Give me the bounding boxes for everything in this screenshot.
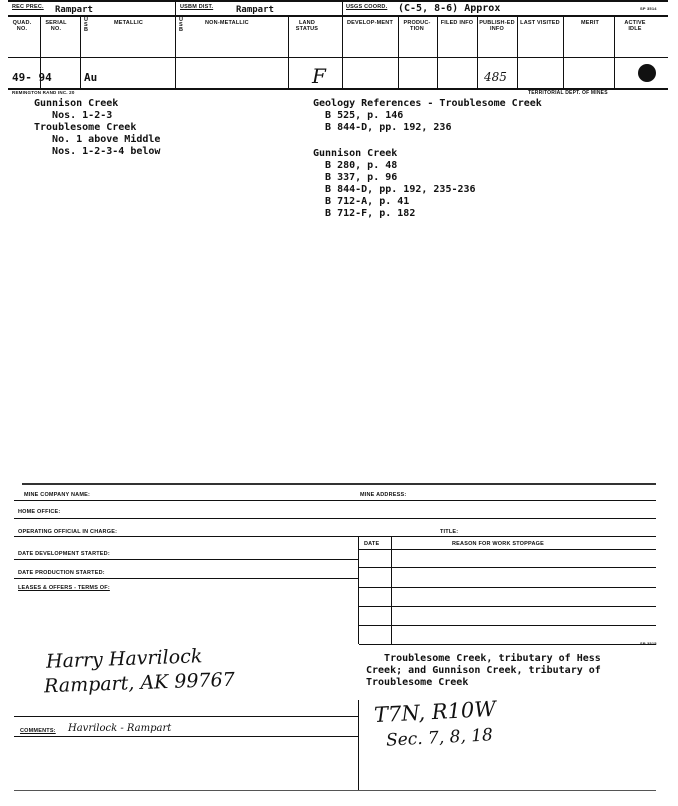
reference-line: B 337, p. 96 <box>313 172 398 183</box>
form-rule <box>14 716 358 717</box>
company-name-label: MINE COMPANY NAME: <box>24 492 91 498</box>
note-line: No. 1 above Middle <box>34 134 161 145</box>
title-label: TITLE: <box>440 529 459 535</box>
rec-prec-value: Rampart <box>55 5 93 15</box>
divider <box>288 17 289 88</box>
quad-no-header: QUAD. NO. <box>12 20 32 32</box>
punch-hole <box>638 64 656 82</box>
table-rule <box>359 606 656 607</box>
form-rule <box>14 536 656 537</box>
table-rule <box>359 567 656 568</box>
divider <box>477 17 478 88</box>
divider <box>517 17 518 88</box>
table-rule <box>359 625 656 626</box>
handwritten-address: Rampart, AK 99767 <box>43 668 236 698</box>
remark-line: Troublesome Creek, tributary of Hess <box>366 653 601 664</box>
filed-info-header: FILED INFO <box>440 20 474 26</box>
home-office-label: HOME OFFICE: <box>18 509 61 515</box>
reference-line: B 844-D, pp. 192, 236 <box>313 122 452 133</box>
reference-line: B 712-A, p. 41 <box>313 196 410 207</box>
production-header: PRODUC-TION <box>403 20 431 32</box>
note-line: Nos. 1-2-3-4 below <box>34 146 161 157</box>
divider <box>437 17 438 88</box>
remark-line: Creek; and Gunnison Creek, tributary of <box>366 665 601 676</box>
bottom-rule <box>14 790 656 791</box>
remark-line: Troublesome Creek <box>366 677 469 688</box>
department-label: TERRITORIAL DEPT. OF MINES <box>528 90 608 96</box>
date-production-label: DATE PRODUCTION STARTED: <box>18 570 105 576</box>
divider <box>358 700 359 790</box>
note-line: Nos. 1-2-3 <box>34 110 113 121</box>
table-rule <box>359 644 656 645</box>
reference-line: B 280, p. 48 <box>313 160 398 171</box>
leases-label: LEASES & OFFERS - TERMS OF: <box>18 585 110 591</box>
table-rule <box>359 587 656 588</box>
land-status-header: LAND STATUS <box>295 20 319 32</box>
metallic-value: Au <box>84 71 98 84</box>
reference-line: Gunnison Creek <box>313 148 398 159</box>
form-number: SP 3514 <box>640 6 657 11</box>
form-rule <box>14 518 656 519</box>
land-status-value: F <box>312 64 326 88</box>
date-development-label: DATE DEVELOPMENT STARTED: <box>18 551 110 557</box>
usb-metallic-header: U S B <box>84 17 89 33</box>
right-notes <box>313 98 542 220</box>
form-rule <box>14 559 358 560</box>
quad-serial-value: 49- 94 <box>12 71 52 84</box>
merit-header: MERIT <box>580 20 600 26</box>
divider <box>358 536 359 644</box>
usbm-dist-label: USBM DIST. <box>180 4 214 10</box>
column-header-rule <box>8 57 668 58</box>
divider <box>398 17 399 88</box>
form-rule <box>14 578 358 579</box>
usbm-dist-value: Rampart <box>236 5 274 15</box>
note-line: Gunnison Creek <box>34 98 119 109</box>
operating-official-label: OPERATING OFFICIAL IN CHARGE: <box>18 529 118 535</box>
divider <box>175 17 176 88</box>
active-idle-header: ACTIVE IDLE <box>624 20 646 32</box>
printer-credit: REMINGTON RAND INC. 20 <box>12 90 75 95</box>
reference-line: Geology References - Troublesome Creek <box>313 98 542 109</box>
handwritten-section: Sec. 7, 8, 18 <box>385 725 494 751</box>
usgs-coord-value: (C-5, 8-6) Approx <box>398 3 501 14</box>
reason-column-header: REASON FOR WORK STOPPAGE <box>452 541 544 547</box>
form-rule <box>14 500 656 501</box>
divider <box>563 17 564 88</box>
divider <box>391 536 392 644</box>
divider <box>342 17 343 88</box>
top-border <box>8 0 668 2</box>
published-info-header: PUBLISH-ED INFO <box>479 20 515 32</box>
reference-line: B 844-D, pp. 192, 235-236 <box>313 184 476 195</box>
last-visited-header: LAST VISITED <box>520 20 560 26</box>
table-rule <box>359 549 656 550</box>
rec-prec-label: REC PREC. <box>12 4 44 10</box>
comments-value: Havrilock - Rampart <box>68 723 172 734</box>
development-header: DEVELOP-MENT <box>346 20 394 26</box>
left-notes <box>34 98 160 158</box>
usgs-coord-label: USGS COORD. <box>346 4 388 10</box>
handwritten-location: T7N, R10W <box>373 696 497 728</box>
non-metallic-header: NON-METALLIC <box>205 20 249 26</box>
divider <box>175 2 176 15</box>
comments-label: COMMENTS: <box>20 728 56 734</box>
published-info-value: 485 <box>484 70 507 84</box>
mine-address-label: MINE ADDRESS: <box>360 492 407 498</box>
note-line: Troublesome Creek <box>34 122 137 133</box>
typed-remarks <box>366 653 601 689</box>
reference-line: B 712-F, p. 182 <box>313 208 416 219</box>
date-column-header: DATE <box>364 541 380 547</box>
serial-no-header: SERIAL NO. <box>45 20 67 32</box>
lower-form-top <box>22 483 656 485</box>
divider <box>342 2 343 15</box>
usb-non-metallic-header: U S B <box>179 17 184 33</box>
form-rule <box>14 736 358 737</box>
form-number-2: SP 3515 <box>640 641 657 646</box>
reference-line: B 525, p. 146 <box>313 110 404 121</box>
divider <box>614 17 615 88</box>
handwritten-name: Harry Havrilock <box>45 645 203 673</box>
header-rule <box>8 15 668 17</box>
metallic-header: METALLIC <box>114 20 143 26</box>
divider <box>80 17 81 88</box>
